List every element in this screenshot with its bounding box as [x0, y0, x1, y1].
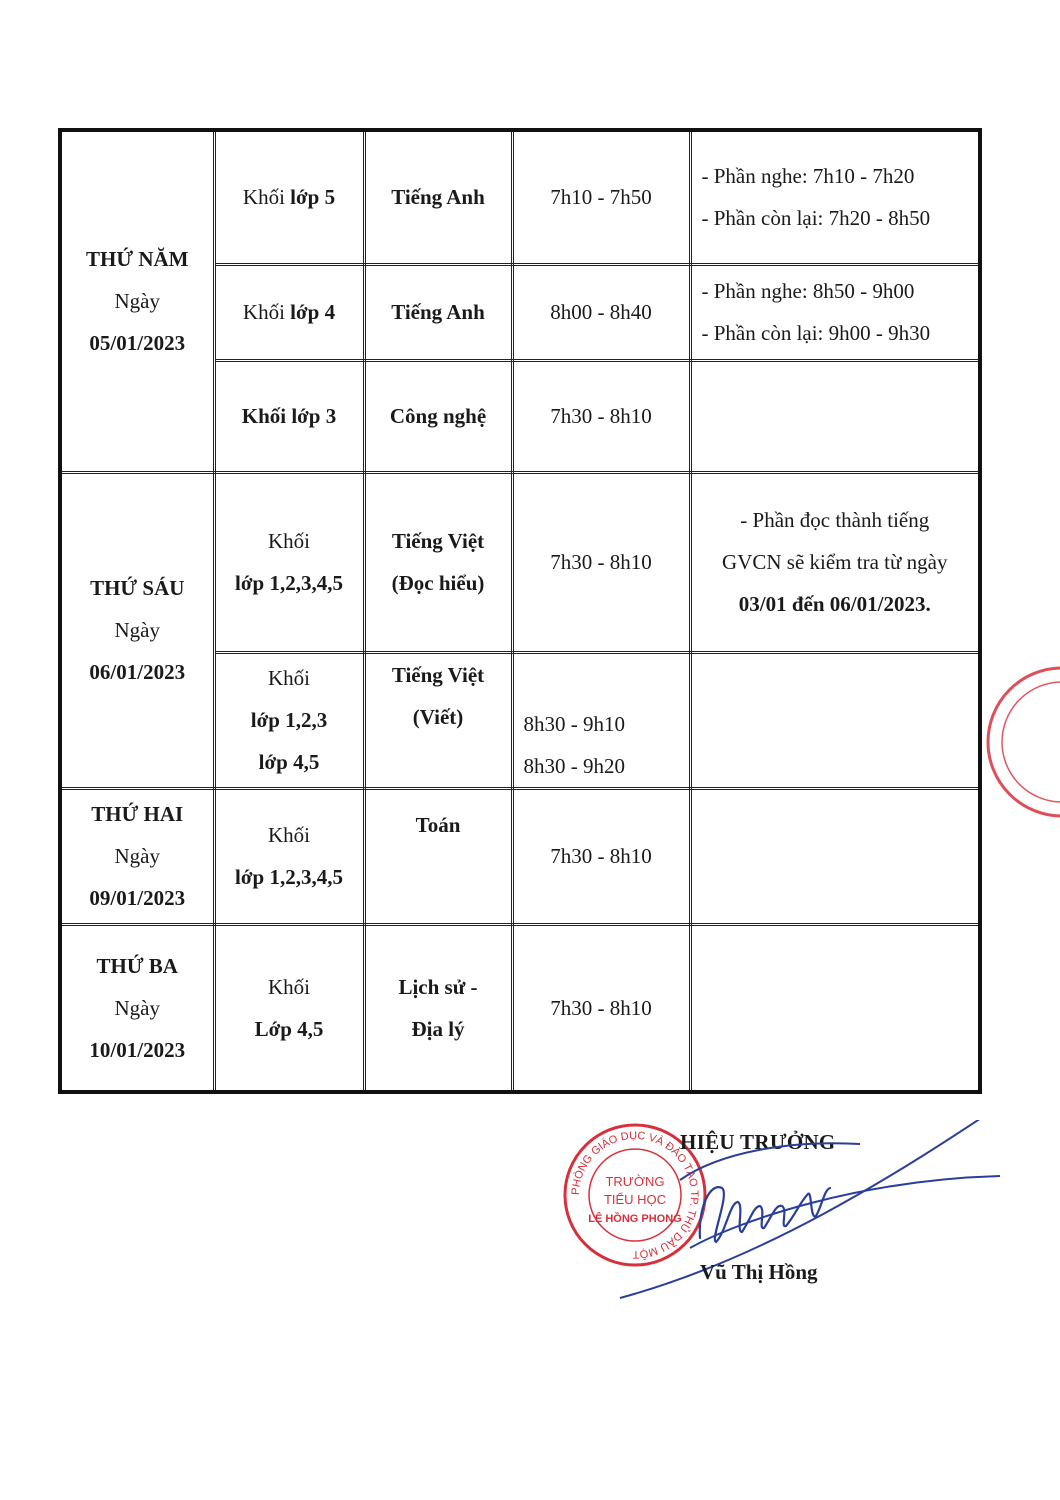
subject-cell: Tiếng Anh	[364, 264, 512, 360]
subject-cell: Công nghệ	[364, 360, 512, 472]
seal-line-1: TRƯỜNG	[605, 1174, 665, 1189]
note-cell: - Phần nghe: 7h10 - 7h20 - Phần còn lại: 7h20 - 8h50	[690, 130, 980, 264]
grade-cell: Khối lớp 1,2,3,4,5	[214, 472, 364, 652]
subject-cell: Lịch sử - Địa lý	[364, 924, 512, 1092]
subject-cell: Tiếng Việt (Viết)	[364, 652, 512, 788]
grade-cell: Khối lớp 1,2,3,4,5	[214, 788, 364, 924]
note-cell	[690, 652, 980, 788]
note-cell: - Phần đọc thành tiếng GVCN sẽ kiểm tra từ ngày 03/01 đến 06/01/2023.	[690, 472, 980, 652]
handwritten-signature	[560, 1120, 1020, 1320]
day-cell: THỨ SÁU Ngày 06/01/2023	[60, 472, 214, 788]
seal-line-3: LÊ HỒNG PHONG	[588, 1213, 682, 1225]
table-row	[60, 130, 980, 264]
note-cell	[690, 788, 980, 924]
principal-name: Vũ Thị Hồng	[700, 1260, 818, 1284]
note-cell: - Phần nghe: 8h50 - 9h00 - Phần còn lại: 9h00 - 9h30	[690, 264, 980, 360]
grade-cell: Khối lớp 4	[214, 264, 364, 360]
time-cell: 7h30 - 8h10	[512, 360, 690, 472]
table-row	[60, 788, 980, 924]
time-cell: 7h10 - 7h50	[512, 130, 690, 264]
day-cell: THỨ BA Ngày 10/01/2023	[60, 924, 214, 1092]
grade-cell: Khối lớp 5	[214, 130, 364, 264]
grade-cell: Khối lớp 3	[214, 360, 364, 472]
day-cell: THỨ NĂM Ngày 05/01/2023	[60, 130, 214, 472]
time-cell: 8h00 - 8h40	[512, 264, 690, 360]
time-cell: 8h30 - 9h10 8h30 - 9h20	[512, 652, 690, 788]
table-row	[60, 472, 980, 652]
grade-cell: Khối Lớp 4,5	[214, 924, 364, 1092]
table-row	[60, 924, 980, 1092]
time-cell: 7h30 - 8h10	[512, 788, 690, 924]
subject-cell: Tiếng Anh	[364, 130, 512, 264]
day-cell: THỨ HAI Ngày 09/01/2023	[60, 788, 214, 924]
seal-line-2: TIỂU HỌC	[603, 1192, 667, 1207]
exam-schedule-table	[58, 128, 982, 1094]
principal-title: HIỆU TRƯỞNG	[680, 1130, 836, 1154]
time-cell: 7h30 - 8h10	[512, 472, 690, 652]
note-cell	[690, 924, 980, 1092]
seal-ring-text: PHÒNG GIÁO DỤC VÀ ĐÀO TẠO TP. THỦ DẦU MỘT	[569, 1129, 701, 1261]
time-cell: 7h30 - 8h10	[512, 924, 690, 1092]
subject-cell: Tiếng Việt (Đọc hiểu)	[364, 472, 512, 652]
note-cell	[690, 360, 980, 472]
signature-block	[560, 1120, 1020, 1320]
partial-stamp	[978, 662, 1060, 822]
subject-cell: Toán	[364, 788, 512, 924]
grade-cell: Khối lớp 1,2,3 lớp 4,5	[214, 652, 364, 788]
